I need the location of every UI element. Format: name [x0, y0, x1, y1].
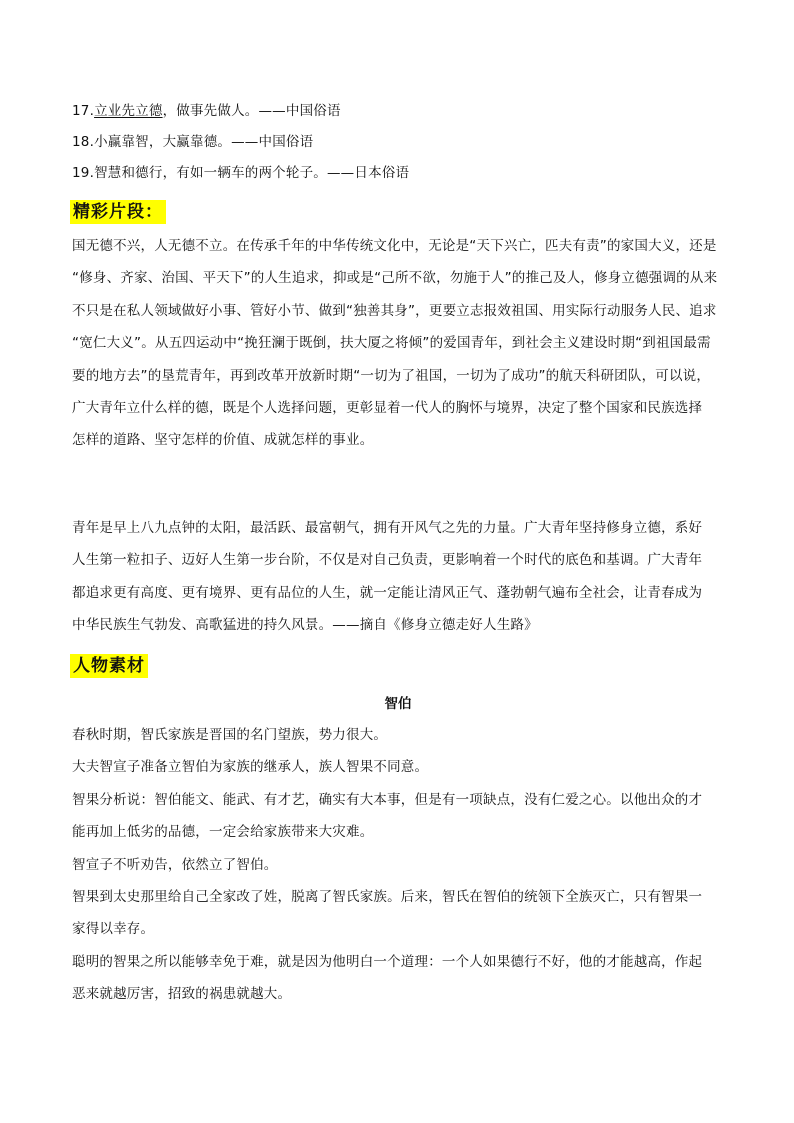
quote-text: ，有如一辆车的两个轮子。——日本俗语: [162, 165, 410, 181]
story-line: 智果到太史那里给自己全家改了姓，脱离了智氏家族。后来，智氏在智伯的统领下全族灭亡，只有智果一: [72, 888, 703, 905]
quote-item: [72, 101, 409, 121]
quote-text: ，做事先做人。——中国俗语: [162, 103, 341, 119]
quote-text: 智慧和德行: [94, 165, 163, 181]
paragraph-line: 怎样的道路、坚守怎样的价值、成就怎样的事业。: [72, 432, 374, 449]
story-line: 恶来就越厉害，招致的祸患就越大。: [72, 986, 292, 1003]
quote-item: [72, 163, 409, 183]
paragraph-line: 青年是早上八九点钟的太阳，最活跃、最富朝气，拥有开风气之先的力量。广大青年坚持修身立德，系好: [72, 520, 703, 536]
quote-underlined-text: 立业先立德: [94, 103, 163, 119]
paragraph-line: 都追求更有高度、更有境界、更有品位的人生，就一定能让清风正气、蓬勃朝气遍布全社会，让青春成为: [72, 584, 703, 601]
paragraph-line: 国无德不兴，人无德不立。在传承千年的中华传统文化中，无论是“天下兴亡，匹夫有责”的家国大义，还是: [72, 238, 717, 254]
quote-text: ，大赢靠德。——中国俗语: [148, 134, 314, 150]
quote-list: [72, 101, 409, 194]
story-line: 智宣子不听劝告，依然立了智伯。: [72, 856, 278, 873]
quote-number: 17.: [72, 103, 95, 119]
story-line: 春秋时期，智氏家族是晋国的名门望族，势力很大。: [72, 727, 388, 743]
story-body: [72, 725, 724, 1017]
excerpt-paragraph-2: [72, 518, 724, 648]
paragraph-line: “修身、齐家、治国、平天下”的人生追求，抑或是“己所不欲，勿施于人”的推己及人，修身立德强调的从来: [72, 270, 718, 287]
story-line: 大夫智宣子准备立智伯为家族的继承人，族人智果不同意。: [72, 759, 429, 776]
quote-number: 18.: [72, 134, 95, 150]
paragraph-line: 要的地方去”的垦荒青年，再到改革开放新时期“一切为了祖国，一切为了成功”的航天科研团队，可以说，: [72, 367, 711, 384]
story-line: 能再加上低劣的品德，一定会给家族带来大灾难。: [72, 824, 374, 841]
quote-item: [72, 132, 409, 152]
paragraph-line: 人生第一粒扣子、迈好人生第一步台阶，不仅是对自己负责，更影响着一个时代的底色和基调。广大青年: [72, 552, 703, 569]
excerpt-paragraph-1: [72, 236, 724, 463]
paragraph-line: 不只是在私人领域做好小事、管好小节、做到“独善其身”，更要立志报效祖国、用实际行动服务人民、追求: [72, 302, 717, 319]
paragraph-line: “宽仁大义”。从五四运动中“挽狂澜于既倒，扶大厦之将倾”的爱国青年，到社会主义建设时期“到祖国最需: [72, 335, 711, 352]
story-line: 家得以幸存。: [72, 921, 155, 938]
story-title: 智伯: [384, 696, 412, 712]
section-heading-highlights: 精彩片段：: [70, 200, 166, 224]
section-heading-characters: 人物素材: [70, 654, 148, 678]
story-line: 聪明的智果之所以能够幸免于难，就是因为他明白一个道理：一个人如果德行不好，他的才能越高，作起: [72, 953, 703, 970]
quote-text: 小赢靠智: [94, 134, 149, 150]
quote-number: 19.: [72, 165, 95, 181]
paragraph-line: 中华民族生气勃发、高歌猛进的持久风景。——摘自《修身立德走好人生路》: [72, 617, 538, 634]
paragraph-line: 广大青年立什么样的德，既是个人选择问题，更彰显着一代人的胸怀与境界，决定了整个国家和民族选择: [72, 399, 703, 416]
story-line: 智果分析说：智伯能文、能武、有才艺，确实有大本事，但是有一项缺点，没有仁爱之心。以他出众的才: [72, 791, 703, 808]
